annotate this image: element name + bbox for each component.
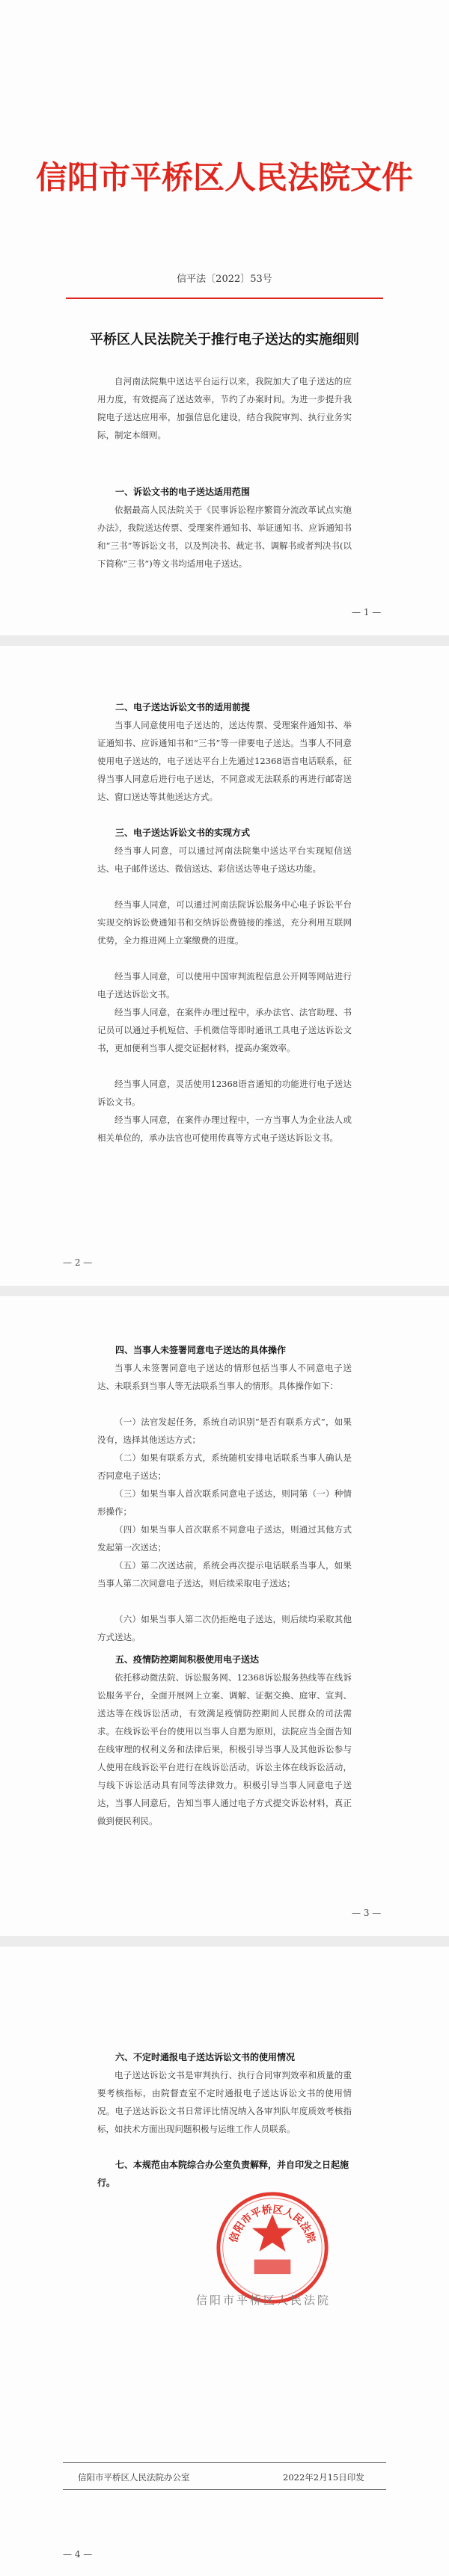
- section-3-paragraph-6: 经当事人同意，在案件办理过程中，一方当事人为企业法人或相关单位的，承办法官也可使用传真等方式电子送达诉讼文书。: [97, 1115, 352, 1143]
- official-seal: [214, 2190, 331, 2306]
- page-number-2: — 2 —: [63, 1257, 93, 1268]
- signature-issuer: 信阳市平桥区人民法院: [196, 2293, 332, 2307]
- section-2-paragraph: 当事人同意使用电子送达的，送达传票、受理案件通知书、举证通知书、应诉通知书和“三书”等一律要电子送达。当事人不同意使用电子送达的，电子送达平台上先通过12368语音电话联系，征得当事人同意后进行电子送达，不同意或无法联系的再进行邮寄送达、窗口送达等其他送达方式。: [97, 720, 352, 802]
- page-number-1: — 1 —: [352, 607, 382, 617]
- section-4-item-1: （一）法官发起任务，系统自动识别“是否有联系方式”，如果没有，选择其他送达方式；: [97, 1417, 352, 1445]
- seal-text: 信阳市平桥区人民法院: [227, 2203, 317, 2244]
- section-2-heading: 二、电子送达诉讼文书的适用前提: [115, 702, 251, 712]
- section-3-paragraph-2: 经当事人同意，可以通过河南法院诉讼服务中心电子诉讼平台实现交纳诉讼费通知书和交纳诉讼费链接的推送，充分利用互联网优势，全力推进网上立案缴费的进度。: [97, 899, 352, 946]
- section-5-heading: 五、疫情防控期间积极使用电子送达: [115, 1654, 260, 1665]
- page-title: 平桥区人民法院关于推行电子送达的实施细则: [90, 332, 359, 348]
- footer-issuing-office: 信阳市平桥区人民法院办公室: [78, 2472, 190, 2483]
- section-1-paragraph: 依据最高人民法院关于《民事诉讼程序繁简分流改革试点实施办法》，我院送达传票、受理案件通知书、举证通知书、应诉通知书和“三书”等诉讼文书，以及判决书、裁定书、调解书或者判决书(以下简称“三书”)等文书均适用电子送达。: [97, 505, 352, 569]
- section-3-paragraph-1: 经当事人同意，可以通过河南法院集中送达平台实现短信送达、电子邮件送达、微信送达、彩信送达等电子送达功能。: [97, 845, 352, 874]
- header-red-rule: [66, 298, 383, 299]
- page-separator: [0, 1286, 449, 1296]
- section-6-paragraph: 电子送达诉讼文书是审判执行、执行合同审判效率和质量的重要考核指标，由院督查室不定时通报电子送达诉讼文书的使用情况。电子送达诉讼文书日常评比情况纳入各审判队年度质效考核指标，如扶术方面出现问题积极与运维工作人员联系。: [97, 2070, 352, 2134]
- footer-rule-top: [63, 2462, 386, 2463]
- page-number-4: — 4 —: [63, 2549, 93, 2560]
- page-number-3: — 3 —: [352, 1908, 382, 1918]
- footer-issue-date: 2022年2月15日印发: [283, 2472, 364, 2483]
- section-3-paragraph-3: 经当事人同意，可以使用中国审判流程信息公开网等网站进行电子送达诉讼文书。: [97, 971, 352, 999]
- section-4-item-3: （三）如果当事人首次联系同意电子送达，则同第（一）种情形操作；: [97, 1488, 352, 1517]
- section-4-heading: 四、当事人未签署同意电子送达的具体操作: [115, 1345, 287, 1355]
- section-5-paragraph: 依托移动微法院、诉讼服务网、12368诉讼服务热线等在线诉讼服务平台，全面开展网上立案、调解、证据交换、庭审、宣判、送达等在线诉讼活动，有效满足疫情防控期间人民群众的司法需求。在线诉讼平台的使用以当事人自愿为原则，法院应当全面告知在线审理的权利义务和法律后果，积极引导当事人及其他诉讼参与人使用在线诉讼平台进行在线诉讼活动，诉讼主体在线诉讼活动，与线下诉讼活动具有同等法律效力。积极引导当事人同意电子送达，当事人同意后，告知当事人通过电子方式提交诉讼材料，真正做到便民利民。: [97, 1672, 352, 1826]
- page-separator: [0, 1936, 449, 1947]
- section-4-item-6: （六）如果当事人第二次仍拒绝电子送达，则后续均采取其他方式送达。: [97, 1614, 352, 1642]
- section-4-item-4: （四）如果当事人首次联系不同意电子送达，则通过其他方式发起第一次送达；: [97, 1524, 352, 1553]
- footer-rule-bottom: [63, 2489, 386, 2490]
- intro-paragraph: 自河南法院集中送达平台运行以来，我院加大了电子送达的应用力度，有效提高了送达效率，节约了办案时间。为进一步提升我院电子送达应用率，加强信息化建设，结合我院审判、执行业务实际，制定本细则。: [97, 376, 352, 440]
- section-4-item-5: （五）第二次送达前，系统会再次提示电话联系当事人，如果当事人第二次同意电子送达，则后续采取电子送达；: [97, 1560, 352, 1589]
- page-separator: [0, 635, 449, 646]
- section-6-heading: 六、不定时通报电子送达诉讼文书的使用情况: [115, 2052, 296, 2062]
- section-1-heading: 一、诉讼文书的电子送达适用范围: [115, 487, 251, 497]
- section-7-heading: 七、本规范由本院综合办公室负责解释，并自印发之日起施行。: [97, 2160, 349, 2188]
- section-4-item-2: （二）如果有联系方式，系统随机安排电话联系当事人确认是否同意电子送达；: [97, 1452, 352, 1481]
- section-3-paragraph-5: 经当事人同意，灵活使用12368语音通知的功能进行电子送达诉讼文书。: [97, 1079, 352, 1107]
- section-4-paragraph: 当事人未签署同意电子送达的情形包括当事人不同意电子送达、未联系到当事人等无法联系当事人的情形。具体操作如下：: [97, 1363, 352, 1391]
- section-3-paragraph-4: 经当事人同意，在案件办理过程中，承办法官、法官助理、书记员可以通过手机短信、手机微信等即时通讯工具电子送达诉讼文书，更加便利当事人提交证据材料，提高办案效率。: [97, 1007, 352, 1053]
- section-3-heading: 三、电子送达诉讼文书的实现方式: [115, 828, 251, 838]
- document-header-title: 信阳市平桥区人民法院文件: [35, 159, 413, 196]
- document-number: 信平法〔2022〕53号: [177, 274, 272, 285]
